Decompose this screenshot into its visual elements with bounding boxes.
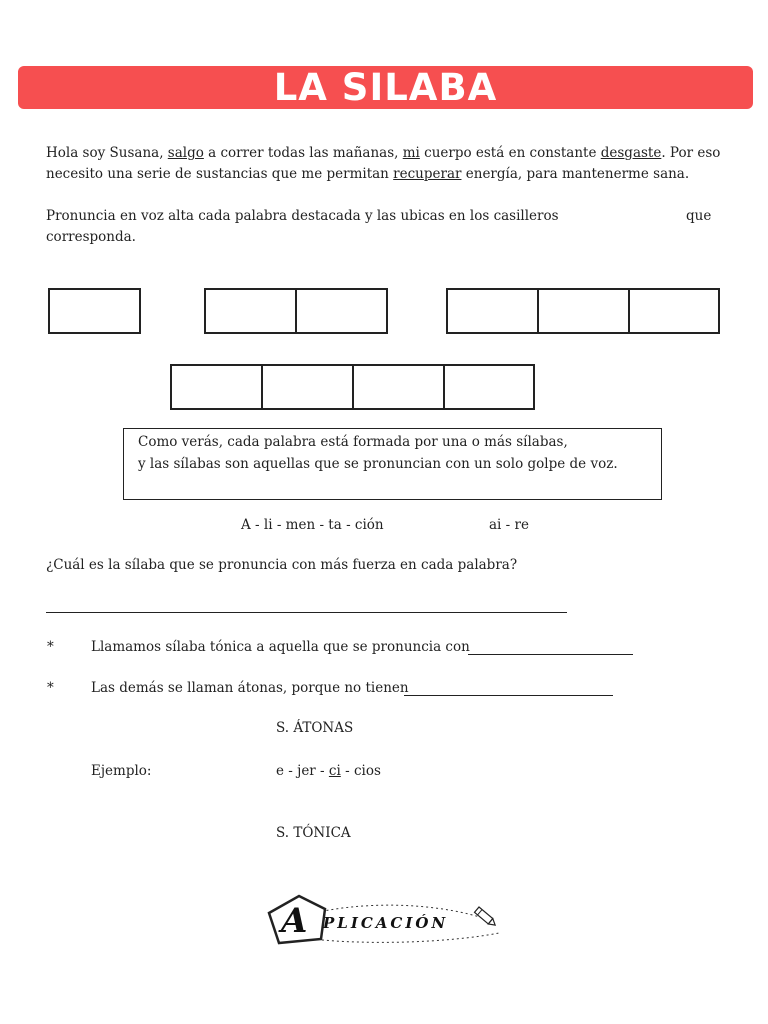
intro-text: energía, para mantenerme sana. bbox=[461, 166, 690, 182]
question-text: ¿Cuál es la sílaba que se pronuncia con más fuerza en cada palabra? bbox=[46, 557, 518, 573]
example-label: Ejemplo: bbox=[91, 763, 152, 779]
highlight-word-mi: mi bbox=[402, 145, 420, 161]
example-word-alimentacion: A - li - men - ta - ción bbox=[241, 517, 384, 533]
pencil-icon bbox=[475, 907, 498, 928]
syllable-box-2-1[interactable] bbox=[204, 288, 297, 334]
syllables-text: e - jer - bbox=[276, 763, 329, 779]
answer-line[interactable] bbox=[46, 612, 567, 613]
intro-text: a correr todas las mañanas, bbox=[203, 145, 403, 161]
blank-atonas-line[interactable] bbox=[404, 695, 613, 696]
intro-line-1 bbox=[46, 143, 726, 164]
syllable-box-4-2[interactable] bbox=[261, 364, 354, 410]
syllable-box-3-2[interactable] bbox=[537, 288, 630, 334]
label-s-atonas: S. ÁTONAS bbox=[276, 720, 354, 736]
instruction-line-1: Pronuncia en voz alta cada palabra destacada y las ubicas en los casilleros bbox=[46, 208, 559, 224]
syllables-text: - cios bbox=[340, 763, 381, 779]
aplicacion-logo bbox=[267, 893, 503, 947]
example-word-ejercicios bbox=[276, 761, 381, 782]
intro-text: cuerpo está en constante bbox=[419, 145, 601, 161]
syllable-box-4-1[interactable] bbox=[170, 364, 263, 410]
bullet-mark: * bbox=[47, 680, 54, 696]
tonic-syllable: ci bbox=[328, 763, 341, 779]
info-line-2: y las sílabas son aquellas que se pronuncian con un solo golpe de voz. bbox=[138, 456, 618, 472]
title-banner bbox=[18, 66, 753, 109]
syllable-box-4-4[interactable] bbox=[443, 364, 535, 410]
instruction-que: que bbox=[686, 208, 712, 224]
page-title: LA SILABA bbox=[273, 66, 498, 109]
highlight-word-recuperar: recuperar bbox=[393, 166, 462, 182]
bullet-atonas-text: Las demás se llaman átonas, porque no tienen bbox=[91, 680, 409, 696]
bullet-mark: * bbox=[47, 639, 54, 655]
syllable-box-3-3[interactable] bbox=[628, 288, 720, 334]
blank-tonica-line[interactable] bbox=[468, 654, 633, 655]
highlight-word-salgo: salgo bbox=[167, 145, 204, 161]
example-word-aire: ai - re bbox=[489, 517, 529, 533]
syllable-box-1-1[interactable] bbox=[48, 288, 141, 334]
info-line-1: Como verás, cada palabra está formada por una o más sílabas, bbox=[138, 434, 568, 450]
intro-text: Hola soy Susana, bbox=[46, 145, 168, 161]
intro-line-2 bbox=[46, 164, 726, 185]
syllable-box-4-3[interactable] bbox=[352, 364, 445, 410]
highlight-word-desgaste: desgaste bbox=[600, 145, 662, 161]
info-box bbox=[123, 428, 662, 500]
bullet-tonica-text: Llamamos sílaba tónica a aquella que se pronuncia con bbox=[91, 639, 470, 655]
logo-initial: A bbox=[281, 901, 308, 941]
syllable-box-3-1[interactable] bbox=[446, 288, 539, 334]
intro-text: . Por eso bbox=[661, 145, 721, 161]
syllable-box-2-2[interactable] bbox=[295, 288, 388, 334]
logo-text: PLICACIÓN bbox=[323, 914, 449, 932]
instruction-line-2: corresponda. bbox=[46, 229, 136, 245]
intro-text: necesito una serie de sustancias que me permitan bbox=[46, 166, 394, 182]
label-s-tonica: S. TÓNICA bbox=[276, 825, 351, 841]
